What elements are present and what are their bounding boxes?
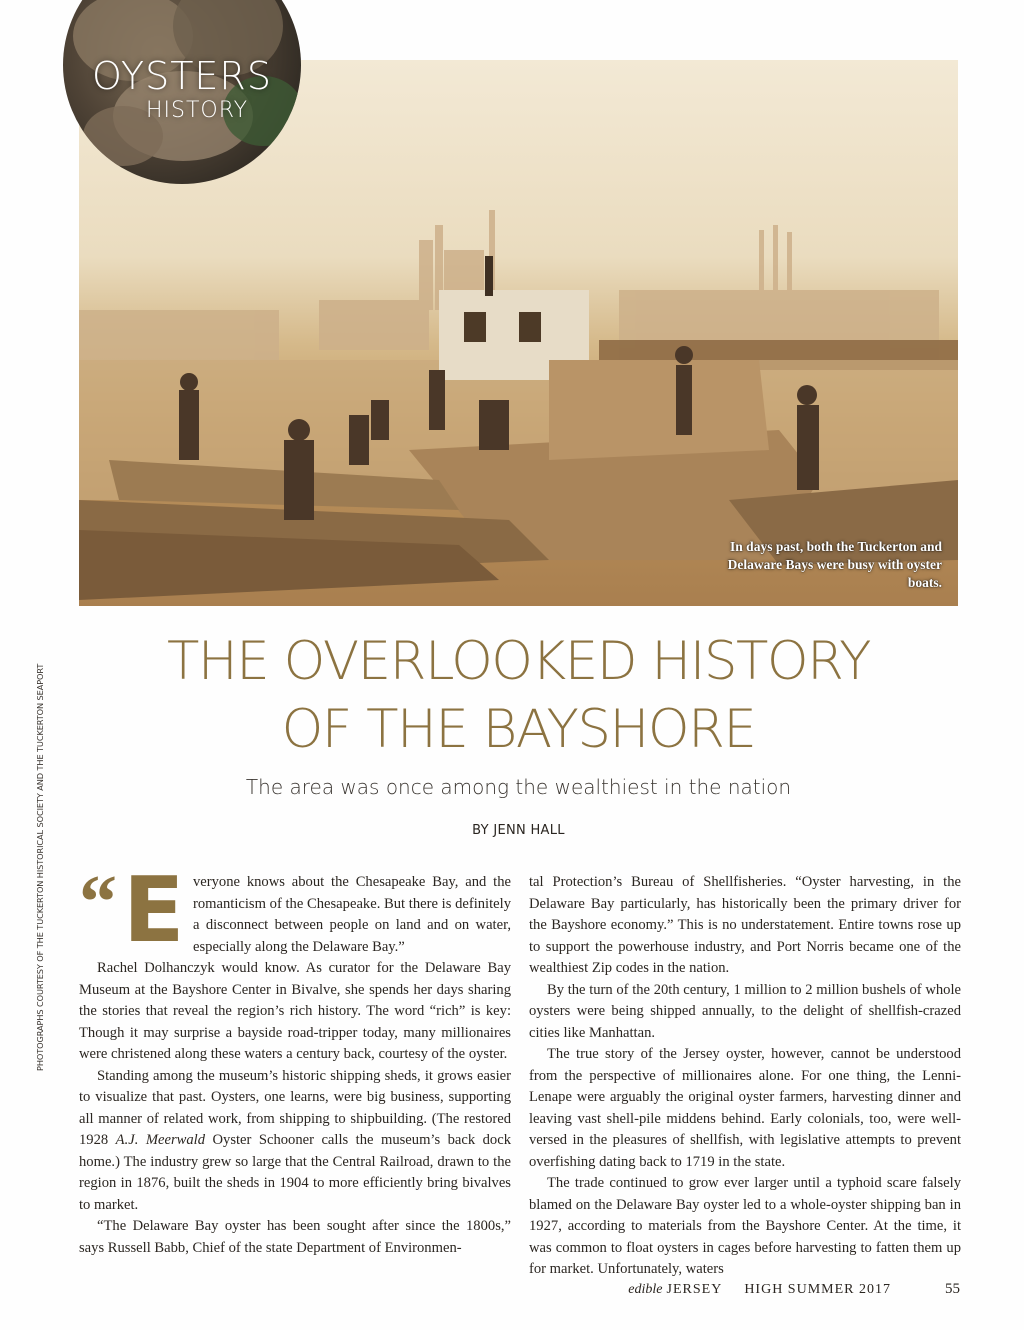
paragraph-5: By the turn of the 20th century, 1 million to 2 million bushels of whole oysters were being shipped annually, to the delight of shellfish-crazed cities like Manhattan. [529,981,961,1041]
footer-brand: edible [628,1282,663,1297]
headline-line-1: THE OVERLOOKED HISTORY [167,631,870,692]
paragraph-3-text-b: Oyster Schooner calls the museum’s back dock home.) The industry grew so large that the Central Railroad, drawn to the region in 1876, built the sheds in 1904 to more efficiently bring bivalves to market. [79,1132,512,1213]
badge-title: OYSTERS [92,54,272,98]
paragraph-7: The trade continued to grow ever larger until a typhoid scare falsely blamed on the Delaware Bay oyster led to a whole-oyster shipping ban in 1927, according to materials from the Bayshore Center. At the time, it was common to float oysters in cages before harvesting to fatten them up for market. Unfortunately, waters [529,1175,961,1277]
drop-cap-letter: E [123,858,185,963]
page-footer [628,1281,960,1298]
article-column-1 [79,858,512,1259]
ship-name: A.J. Meerwald [115,1132,206,1148]
paragraph-4-start: “The Delaware Bay oyster has been sought after since the 1800s,” says Russell Babb, Chief of the state Department of Environmen- [79,1218,511,1256]
drop-cap [79,858,187,963]
footer-publication: JERSEY [666,1282,723,1297]
paragraph-3-text-a: Standing among the museum’s historic shipping sheds, it grows easier to visualize that past. Oysters, one learns, were big business, supporting all manner of related work, from shipping to shipbuilding. (The restored 1928 [79,1067,511,1148]
paragraph-4-continued: tal Protection’s Bureau of Shellfisheries. “Oyster harvesting, in the Delaware Bay particularly, has historically been the primary driver for the Bayshore economy.” This is no understatement. Entire towns rose up to support the powerhouse industry, and Port Norris became one of the wealthiest Zip codes in the nation. [529,874,961,976]
footer-issue: HIGH SUMMER 2017 [744,1282,891,1297]
page-number: 55 [945,1281,960,1297]
paragraph-3 [79,1066,511,1217]
paragraph-2: Rachel Dolhanczyk would know. As curator for the Delaware Bay Museum at the Bayshore Center in Bivalve, she spends her days sharing the stories that reveal the region’s rich history. The word “rich” is key: Though it may surprise a bayside road-tripper today, many millionaires were christened along these waters a century back, courtesy of the oyster. [79,960,511,1062]
article-column-2 [529,872,961,1281]
section-badge [63,0,301,184]
paragraph-6: The true story of the Jersey oyster, however, cannot be understood from the perspective of millionaires alone. For one thing, the Lenni-Lenape were arguably the original oyster farmers, harvesting dinner and leaving vast shell-pile middens behind. Early colonials, too, were well-versed in the pleasures of shellfish, with legislative attempts to prevent overfishing dating back to 1719 in the state. [529,1046,961,1170]
article-headline [79,628,958,764]
drop-cap-quote: “ [79,860,117,944]
photo-credit: PHOTOGRAPHS COURTESY OF THE TUCKERTON HISTORICAL SOCIETY AND THE TUCKERTON SEAPORT [35,663,45,1071]
article-subtitle: The area was once among the wealthiest in the nation [245,775,792,799]
paragraph-1-text: veryone knows about the Chesapeake Bay, and the romanticism of the Chesapeake. But there is definitely a disconnect between people on land and on water, especially along the Delaware Bay.” [193,874,511,955]
paragraph-1 [79,858,511,963]
photo-caption: In days past, both the Tuckerton and Delaware Bays were busy with oyster boats. [727,539,942,590]
badge-subtitle: HISTORY [145,98,249,123]
headline-line-2: OF THE BAYSHORE [281,699,756,760]
byline: BY JENN HALL [472,823,565,838]
